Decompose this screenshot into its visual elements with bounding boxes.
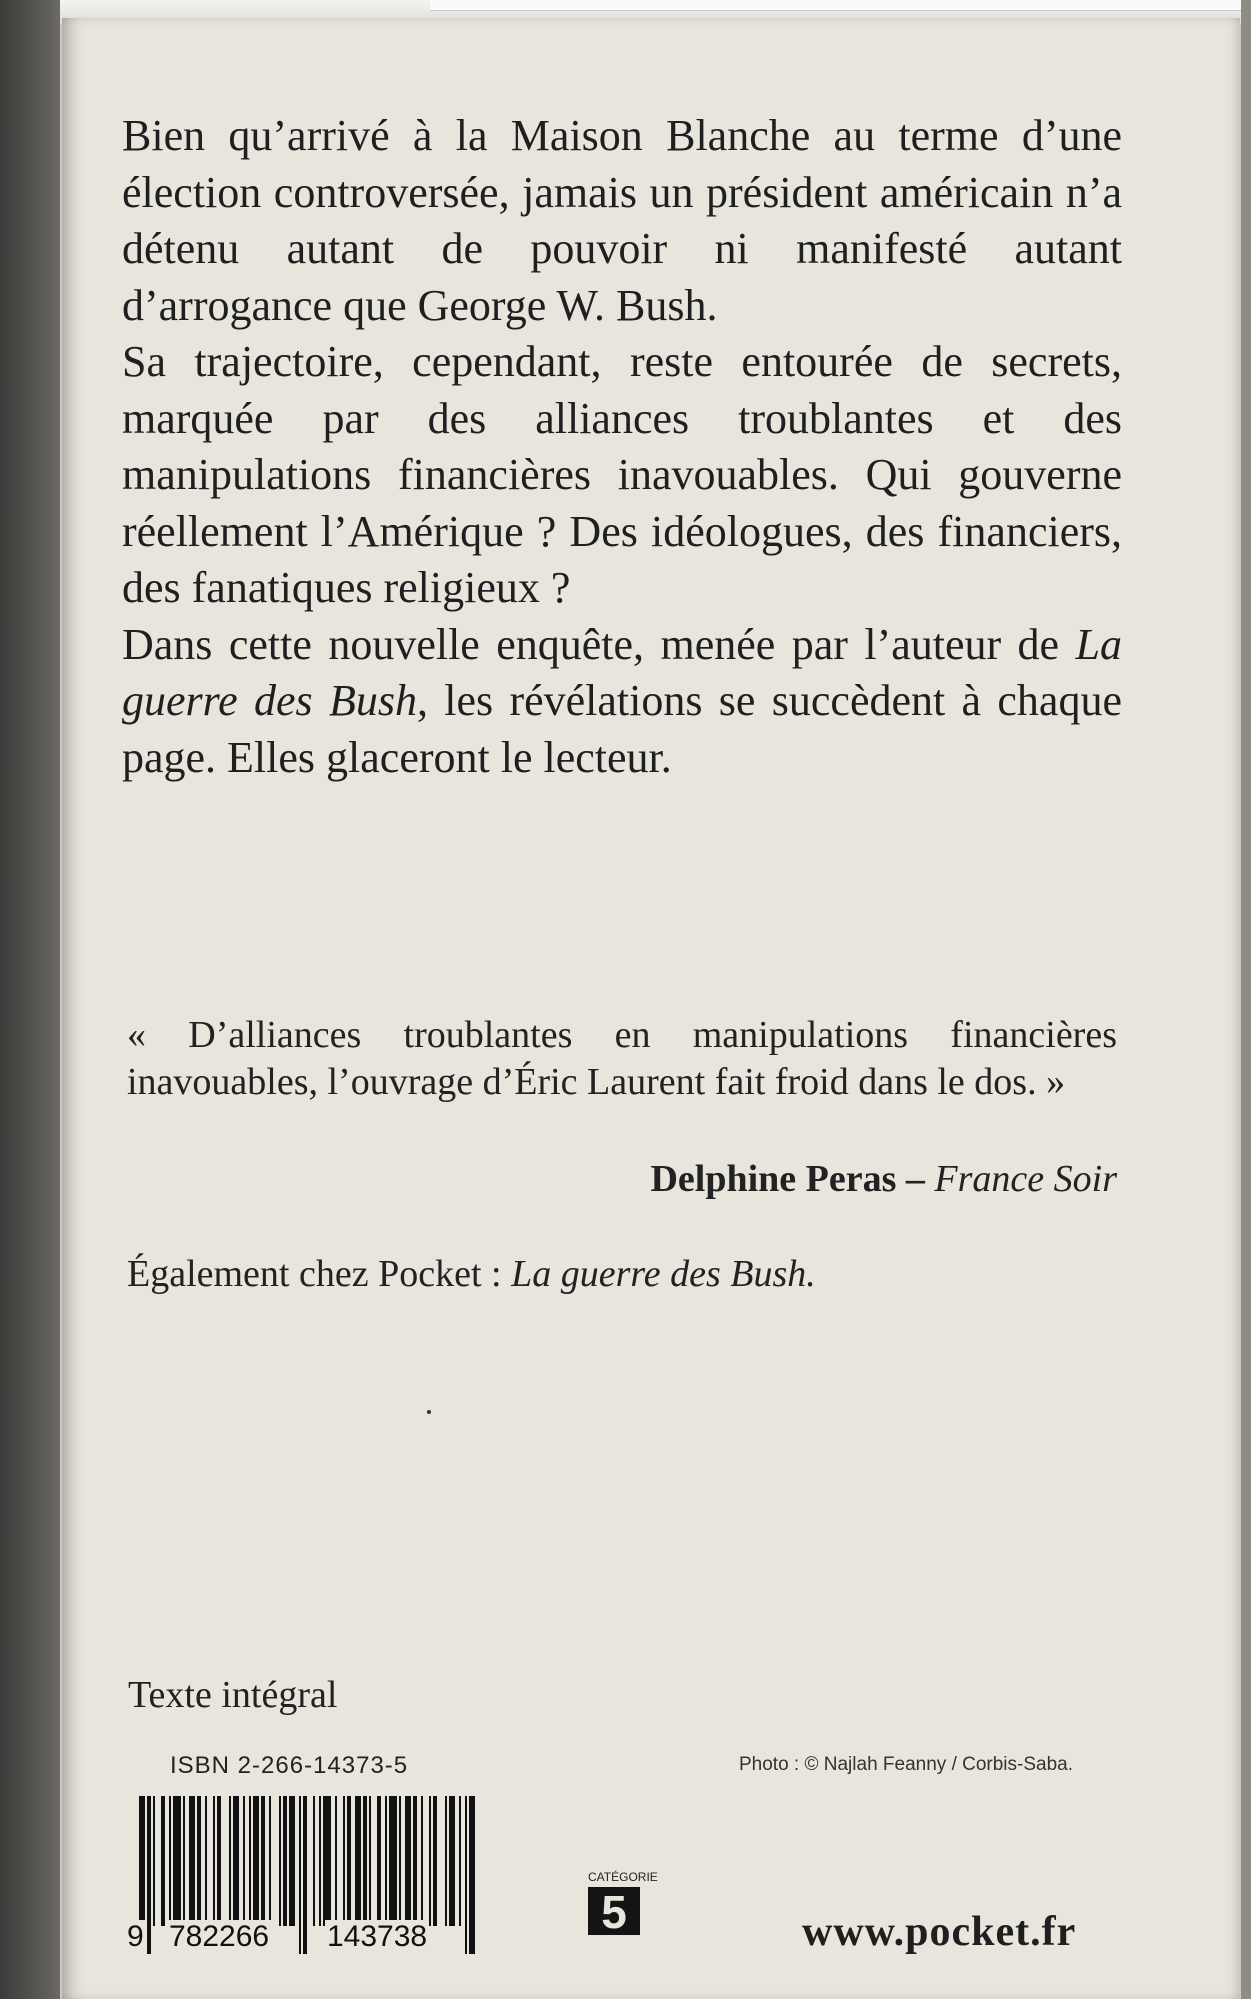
barcode-bar [389,1796,397,1926]
barcode-bar [213,1796,215,1926]
blurb-paragraph-1: Bien qu’arrivé à la Maison Blanche au terme d’une élection controversée, jamais un président américain n’a détenu autant de pouvoir ni manifesté autant d’arrogance que George W. Bush. [122,111,1122,330]
barcode-bar [413,1796,417,1926]
barcode-bar [173,1796,181,1926]
isbn: ISBN 2-266-14373-5 [170,1752,409,1779]
book-title-reference: La guerre des Bush [122,619,1122,725]
quote-author: Delphine Peras [650,1158,897,1200]
barcode-bar [299,1796,301,1954]
photo-credit: Photo : © Najlah Feanny / Corbis-Saba. [739,1754,1074,1775]
barcode-bar [347,1796,351,1926]
barcode-bar [183,1796,185,1926]
blurb-paragraph-3-start: Dans cette nouvelle enquête, menée par l’auteur de [122,619,1076,669]
barcode-bar [197,1796,201,1926]
barcode-bar [469,1796,475,1954]
barcode-bar [421,1796,423,1926]
barcode-bar [433,1796,437,1926]
press-quote: « D’alliances troublantes en manipulations financières inavouables, l’ouvrage d’Éric Laurent fait froid dans le dos. » [127,1014,1117,1103]
blurb-paragraph-3 [122,617,1122,787]
quote-source: France Soir [934,1158,1117,1200]
barcode-bar [229,1796,231,1926]
barcode-digit-lead: 9 [127,1920,144,1953]
barcode-bar [323,1796,331,1926]
barcode-bar [153,1796,155,1926]
barcode-bar [243,1796,245,1926]
barcode-bar [261,1796,265,1926]
barcode-bar [369,1796,371,1926]
barcode-bar [249,1796,251,1926]
barcode-bar [445,1796,447,1926]
background-left [0,0,60,1999]
barcode-digits-right: 143738 [327,1920,428,1953]
barcode-bar [169,1796,171,1926]
barcode-bar [319,1796,321,1926]
also-available [127,1252,816,1296]
barcode-bar [459,1796,461,1926]
quote-attribution [650,1157,1117,1201]
barcode-bar [283,1796,287,1926]
attribution-separator: – [896,1158,935,1200]
category-number: 5 [588,1887,640,1935]
barcode-bar [303,1796,307,1954]
barcode-bar [147,1796,151,1954]
barcode-bar [269,1796,271,1926]
barcode-bar [399,1796,401,1926]
barcode-bar [335,1796,337,1926]
barcode-bar [253,1796,259,1926]
dust-speck [427,1410,431,1414]
barcode-bar [205,1796,207,1926]
barcode-digits-left: 782266 [169,1920,270,1953]
blurb-paragraph-3-end: , les révélations se succèdent à chaque page. Elles glaceront le lecteur. [122,676,1122,782]
barcode-bar [429,1796,431,1926]
barcode-bar [377,1796,381,1926]
barcode-bar [385,1796,387,1926]
barcode-bar [289,1796,295,1926]
website-url: www.pocket.fr [802,1909,1077,1955]
price-category [588,1870,658,1938]
barcode-bar [217,1796,221,1926]
blurb-text [122,108,1122,786]
category-label: CATÉGORIE [588,1870,658,1884]
integral-text-label: Texte intégral [128,1674,338,1716]
barcode-bar [465,1796,467,1954]
barcode-bar [189,1796,195,1926]
also-available-text: Également chez Pocket : [127,1253,512,1295]
barcode-bar [343,1796,345,1926]
blurb-paragraph-2: Sa trajectoire, cependant, reste entourée de secrets, marquée par des alliances troublantes et des manipulations financières inavouables. Qui gouverne réellement l’Amérique ? Des idéologues, des financiers, des fanatiques religieux ? [122,337,1122,612]
background-right [1241,0,1251,1999]
also-available-title: La guerre des Bush. [511,1253,816,1295]
barcode-bar [449,1796,455,1926]
barcode-bar [233,1796,239,1926]
barcode-bar [279,1796,281,1926]
barcode-bar [355,1796,361,1926]
barcode-bar [363,1796,367,1926]
barcode-bar [161,1796,165,1926]
barcode-bar [313,1796,315,1926]
barcode-bar [405,1796,411,1926]
